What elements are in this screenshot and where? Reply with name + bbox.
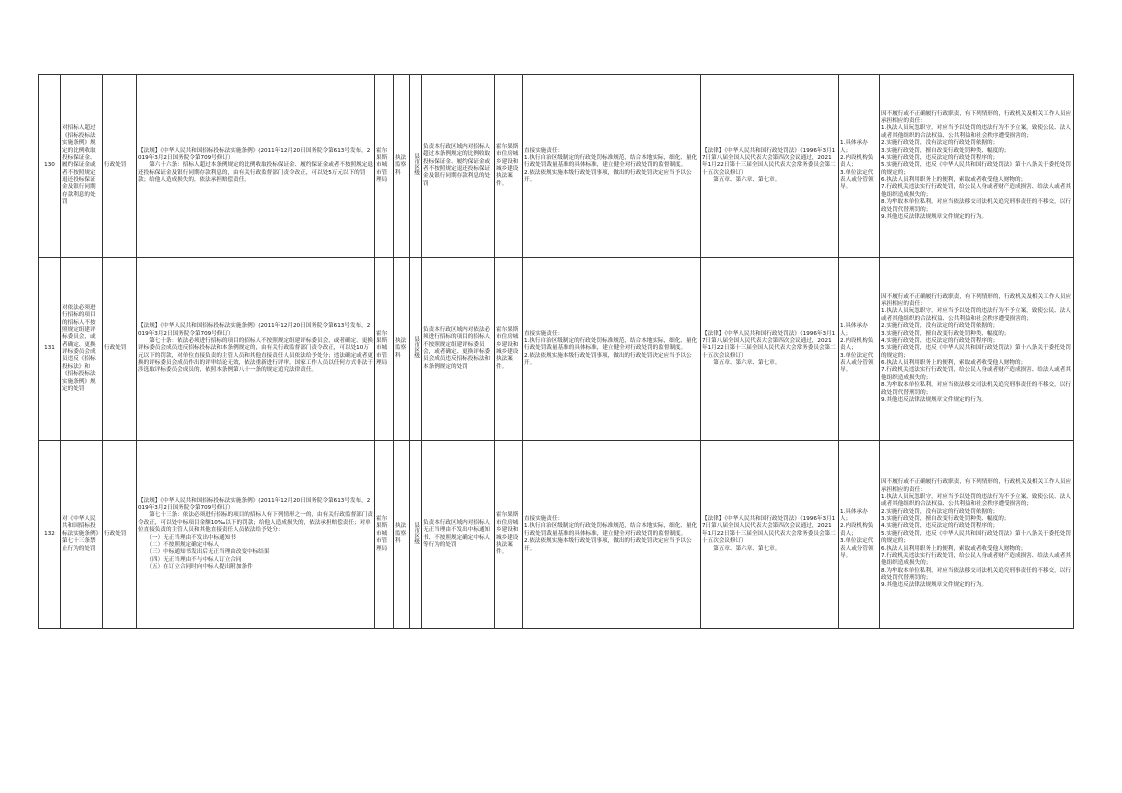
department: 霍尔果斯市城市管理局: [375, 258, 394, 441]
duty-description: 直接实施责任： 1.执行自治区级制定的行政处罚标准规范，结合本地实际，细化、量化行政处罚裁量基准的具体标准，建立健全对行政处罚的监督制度。 2.依法依规实施本级行政处罚事项，做出的行政处罚决定应当予以公开。: [523, 258, 701, 441]
internal-office: 执法监察科: [394, 258, 410, 441]
admin-level: 县市区级: [413, 521, 420, 545]
accountability-cases: 因不履行或不正确履行行政职责，有下列情形的，行政机关及相关工作人员应承担相应的责任： 1.执法人员玩忽职守，对应当予以处罚的违法行为不予立案，致使公民、法人或者其他组织的合法权益、公共利益和社会秩序遭受损害的； 2.实施行政处罚，没有法定的行政处罚依据的； 3.实施行政处罚，擅自改变行政处罚种类、幅度的； 4.实施行政处罚，违反法定的行政处罚程序的； 5.实施行政处罚，违反《中华人民共和国行政处罚法》第十八条关于委托处罚的规定的； 6.执法人员利用职务上的便利，索取或者收受他人财物的； 7.行政机关违法实行行政处罚，给公民人身或者财产造成损害、给法人或者其他组织造成损失的； 8.为牟取本单位私利，对应当依法移交司法机关追究刑事责任的不移交，以行政处罚代替刑罚的； 9.其他违反法律法规规章文件规定的行为。: [880, 75, 1074, 258]
legal-basis: 【法规】《中华人民共和国招标投标法实施条例》(2011年12月20日国务院令第613号发布，2019年3月2日国务院令第709号修订） 第七十三条：依法必须进行招标的项目的招标人有下列情形之一的，由有关行政监督部门责令改正，可以处中标项目金额10‰以下的罚款；给他人造成损失的，依法承担赔偿责任；对单位直接负责的主管人员和其他直接责任人员依法给予处分： （一）无正当理由不发出中标通知书 （二）不按照规定确定中标人 （三）中标通知书发出后无正当理由改变中标结果 （四）无正当理由不与中标人订立合同 （五）在订立合同时向中标人提出附加条件: [137, 441, 375, 629]
item-name: 对依法必须进行招标的项目的招标人不按照规定组建评标委员会，或者确定、更换评标委员会成员违反《招标投标法》和《招标投标法实施条例》规定的处罚: [61, 258, 103, 441]
accountability-law: 【法律】《中华人民共和国行政处罚法》（1996年3月17日第八届全国人民代表大会第四次会议通过，2021年1月22日第十三届全国人民代表大会常务委员会第二十五次会议修订） 第五章、第六章、第七章。: [701, 441, 839, 629]
accountability-cases: 因不履行或不正确履行行政职责，有下列情形的，行政机关及相关工作人员应承担相应的责任： 1.执法人员玩忽职守，对应当予以处罚的违法行为不予立案，致使公民、法人或者其他组织的合法权益、公共利益和社会秩序遭受损害的； 2.实施行政处罚，没有法定的行政处罚依据的； 3.实施行政处罚，擅自改变行政处罚种类、幅度的； 4.实施行政处罚，违反法定的行政处罚程序的； 5.实施行政处罚，违反《中华人民共和国行政处罚法》第十八条关于委托处罚的规定的； 6.执法人员利用职务上的便利，索取或者收受他人财物的； 7.行政机关违法实行行政处罚，给公民人身或者财产造成损害、给法人或者其他组织造成损失的； 8.为牟取本单位私利，对应当依法移交司法机关追究刑事责任的不移交，以行政处罚代替刑罚的； 9.其他违反法律法规规章文件规定的行为。: [880, 258, 1074, 441]
row-number: 130: [39, 75, 61, 258]
jurisdiction-scope: 负责本行政区域内对招标人超过本条例规定的比例收取投标保证金、履约保证金或者不按照规定退还投标保证金及银行同期存款利息的处罚: [422, 75, 495, 258]
admin-level: 县市区级: [413, 336, 420, 359]
jurisdiction-scope: 负责本行政区域内对招标人无正当理由不发出中标通知书、不按照规定确定中标人等行为的处罚: [422, 441, 495, 629]
legal-basis: 【法规】《中华人民共和国招标投标法实施条例》(2011年12月20日国务院令第613号发布，2019年3月2日国务院令第709号修订） 第六十六条：招标人超过本条例规定的比例收取投标保证金、履约保证金或者不按照规定退还投标保证金及银行同期存款利息的，由有关行政监督部门责令改正，可以处5万元以下的罚款；给他人造成损失的，依法承担赔偿责任。: [137, 75, 375, 258]
legal-basis: 【法规】《中华人民共和国招标投标法实施条例》(2011年12月20日国务院令第613号发布，2019年3月2日国务院令第709号修订） 第七十条：依法必须进行招标的项目的招标人不按照规定组建评标委员会，或者确定、更换评标委员会成员违反招标投标法和本条例规定的，由有关行政监督部门责令改正，可以处10万元以下的罚款，对单位直接负责的主管人员和其他直接责任人员依法给予处分；违法确定或者更换的评标委员会成员作出的评审结论无效，依法重新进行评审。国家工作人员以任何方式非法干涉选取评标委员会成员的，依照本条例第八十一条的规定追究法律责任。: [137, 258, 375, 441]
duty-description: 直接实施责任： 1.执行自治区级制定的行政处罚标准规范，结合本地实际，细化、量化行政处罚裁量基准的具体标准，建立健全对行政处罚的监督制度。 2.依法依规实施本级行政处罚事项，做出的行政处罚决定应当予以公开。: [523, 441, 701, 629]
accountability-law: 【法律】《中华人民共和国行政处罚法》（1996年3月17日第八届全国人民代表大会第四次会议通过，2021年1月22日第十三届全国人民代表大会常务委员会第二十五次会议修订） 第五章、第六章、第七章。: [701, 258, 839, 441]
internal-office: 执法监察科: [394, 75, 410, 258]
item-name: 对《中华人民共和国招标投标法实施条例》第七十三条禁止行为的处罚: [61, 441, 103, 629]
accountability-cases: 因不履行或不正确履行行政职责，有下列情形的，行政机关及相关工作人员应承担相应的责任： 1.执法人员玩忽职守，对应当予以处罚的违法行为不予立案，致使公民、法人或者其他组织的合法权益、公共利益和社会秩序遭受损害的； 2.实施行政处罚，没有法定的行政处罚依据的； 3.实施行政处罚，擅自改变行政处罚种类、幅度的； 4.实施行政处罚，违反法定的行政处罚程序的； 5.实施行政处罚，违反《中华人民共和国行政处罚法》第十八条关于委托处罚的规定的； 6.执法人员利用职务上的便利，索取或者收受他人财物的； 7.行政机关违法实行行政处罚，给公民人身或者财产造成损害、给法人或者其他组织造成损失的； 8.为牟取本单位私利，对应当依法移交司法机关追究刑事责任的不移交，以行政处罚代替刑罚的； 9.其他违反法律法规规章文件规定的行为。: [880, 441, 1074, 629]
item-type: 行政处罚: [103, 258, 137, 441]
coordinating-body: 霍尔果斯市住房城乡建设和城乡建设执法案件。: [495, 258, 523, 441]
department: 霍尔果斯市城市管理局: [375, 441, 394, 629]
row-number: 132: [39, 441, 61, 629]
department: 霍尔果斯市城市管理局: [375, 75, 394, 258]
row-number: 131: [39, 258, 61, 441]
item-type: 行政处罚: [103, 75, 137, 258]
admin-level: 县市区级: [413, 153, 420, 176]
coordinating-body: 霍尔果斯市住房城乡建设和城乡建设执法案件。: [495, 441, 523, 629]
responsible-subject: 1.具体承办人； 2.内设机构负责人； 3.单位法定代表人或分管领导。: [839, 441, 880, 629]
responsible-subject: 1.具体承办人； 2.内设机构负责人； 3.单位法定代表人或分管领导。: [839, 75, 880, 258]
table-row: [39, 258, 1074, 441]
jurisdiction-scope: 负责本行政区域内对依法必须进行招标的项目的招标人不按照规定组建评标委员会，或者确定、更换评标委员会成员违反招标投标法和本条例规定的处罚: [422, 258, 495, 441]
responsible-subject: 1.具体承办人； 2.内设机构负责人； 3.单位法定代表人或分管领导。: [839, 258, 880, 441]
power-list-table: [38, 74, 1074, 629]
internal-office: 执法监察科: [394, 441, 410, 629]
table-row: [39, 75, 1074, 258]
accountability-law: 【法律】《中华人民共和国行政处罚法》（1996年3月17日第八届全国人民代表大会第四次会议通过，2021年1月22日第十三届全国人民代表大会常务委员会第二十五次会议修订） 第五章、第六章、第七章。: [701, 75, 839, 258]
coordinating-body: 霍尔果斯市住房城乡建设和城乡建设执法案件。: [495, 75, 523, 258]
item-name: 对招标人超过《招标投标法实施条例》规定的比例收取投标保证金、履约保证金或者不按照规定退还投标保证金及银行同期存款利息的处罚: [61, 75, 103, 258]
table-row: [39, 441, 1074, 629]
item-type: 行政处罚: [103, 441, 137, 629]
duty-description: 直接实施责任： 1.执行自治区级制定的行政处罚标准规范，结合本地实际，细化、量化行政处罚裁量基准的具体标准，建立健全对行政处罚的监督制度。 2.依法依规实施本级行政处罚事项，做出的行政处罚决定应当予以公开。: [523, 75, 701, 258]
